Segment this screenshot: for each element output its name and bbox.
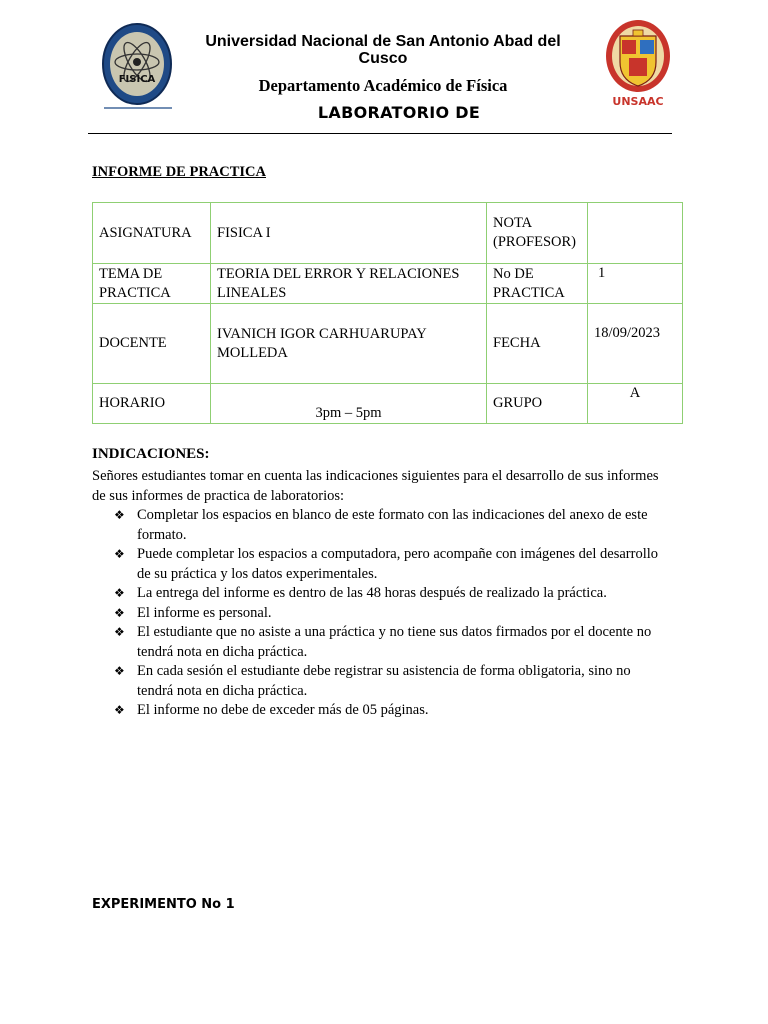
- list-item: [114, 623, 670, 662]
- list-item-text: El informe no debe de exceder más de 05 páginas.: [137, 702, 429, 718]
- diamond-bullet-icon: ❖: [114, 586, 125, 600]
- value-cell: A: [588, 384, 683, 424]
- diamond-bullet-icon: ❖: [114, 703, 125, 717]
- svg-text:FISICA: FISICA: [118, 74, 156, 85]
- list-item-text: El informe es personal.: [137, 604, 272, 621]
- table-row: [93, 304, 683, 384]
- list-item: [114, 701, 670, 721]
- unsaac-crest-logo: [602, 18, 674, 110]
- label-cell: TEMA DE PRACTICA: [93, 264, 211, 304]
- table-row: [93, 384, 683, 424]
- diamond-bullet-icon: ❖: [114, 605, 125, 620]
- diamond-bullet-icon: ❖: [114, 625, 125, 639]
- value-cell: 1: [588, 264, 683, 304]
- label-cell: ASIGNATURA: [93, 203, 211, 264]
- diamond-bullet-icon: ❖: [114, 547, 125, 561]
- diamond-bullet-icon: ❖: [114, 508, 125, 522]
- list-item-text: Puede completar los espacios a computadora, pero acompañe con imágenes del desarrollo de su práctica y los datos experimentales.: [137, 546, 659, 582]
- diamond-bullet-icon: ❖: [114, 664, 125, 678]
- report-heading: INFORME DE PRACTICA: [92, 164, 266, 180]
- value-cell: 18/09/2023: [588, 304, 683, 384]
- physics-department-logo: [100, 22, 174, 110]
- lab-title: LABORATORIO DE: [317, 103, 481, 122]
- value-cell: TEORIA DEL ERROR Y RELACIONES LINEALES: [211, 264, 487, 304]
- grade-cell[interactable]: [588, 203, 683, 264]
- indications-title: INDICACIONES:: [92, 446, 210, 462]
- list-item: [114, 604, 670, 624]
- header-divider: [88, 133, 672, 134]
- svg-text:UNSAAC: UNSAAC: [612, 95, 664, 108]
- table-row: [93, 264, 683, 304]
- experiment-heading: EXPERIMENTO No 1: [92, 897, 235, 912]
- label-cell: HORARIO: [93, 384, 211, 424]
- department-name: Departamento Académico de Física: [258, 76, 508, 95]
- list-item-text: La entrega del informe es dentro de las 48 horas después de realizado la práctica.: [137, 585, 607, 601]
- list-item: [114, 506, 670, 545]
- list-item-text: Completar los espacios en blanco de este formato con las indicaciones del anexo de este formato.: [137, 507, 648, 543]
- label-cell: FECHA: [487, 304, 588, 384]
- list-item-text: En cada sesión el estudiante debe registrar su asistencia de forma obligatoria, sino no tendrá nota en dicha práctica.: [137, 663, 631, 699]
- list-item: [114, 662, 670, 701]
- list-item: [114, 584, 670, 604]
- indications-list: [114, 506, 670, 721]
- label-cell: No DE PRACTICA: [487, 264, 588, 304]
- value-cell: 3pm – 5pm: [211, 384, 487, 424]
- value-cell: IVANICH IGOR CARHUARUPAY MOLLEDA: [211, 304, 487, 384]
- label-cell: DOCENTE: [93, 304, 211, 384]
- indications-intro: Señores estudiantes tomar en cuenta las indicaciones siguientes para el desarrollo de sus informes de sus informes de practica de laboratorios:: [92, 468, 659, 504]
- list-item: [114, 545, 670, 584]
- list-item-text: El estudiante que no asiste a una práctica y no tiene sus datos firmados por el docente no tendrá nota en dicha práctica.: [137, 624, 652, 660]
- report-info-table: [92, 202, 683, 424]
- label-cell: GRUPO: [487, 384, 588, 424]
- university-name: Universidad Nacional de San Antonio Abad del Cusco: [205, 33, 561, 67]
- label-cell: NOTA (PROFESOR): [487, 203, 588, 264]
- table-row: [93, 203, 683, 264]
- value-cell: FISICA I: [211, 203, 487, 264]
